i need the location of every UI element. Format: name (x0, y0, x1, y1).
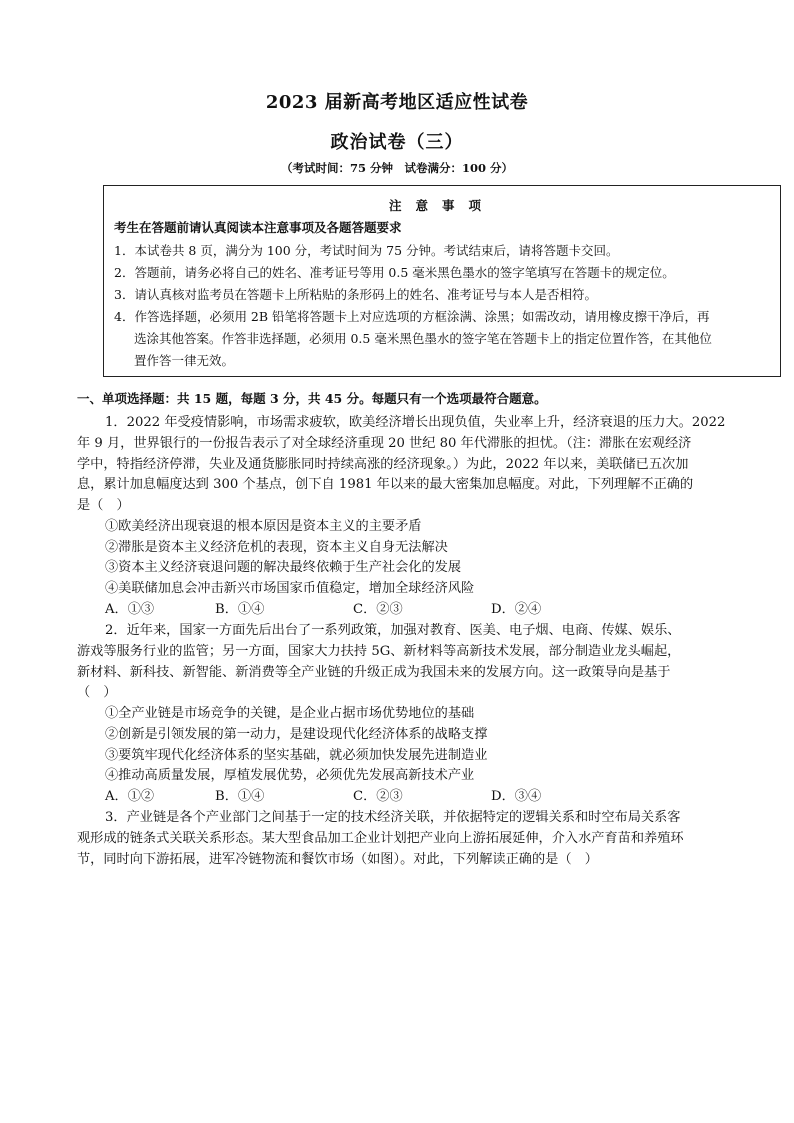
notice-lead: 考生在答题前请认真阅读本注意事项及各题答题要求 (114, 220, 402, 235)
question-1-choice-d[interactable]: D．②④ (491, 602, 542, 617)
question-2-choice-d[interactable]: D．③④ (491, 789, 542, 804)
question-2-text: （ ） (77, 685, 117, 700)
question-1-text: 是（ ） (77, 498, 130, 513)
question-3-text: 观形成的链条式关联关系形态。某大型食品加工企业计划把产业向上游拓展延伸，介入水产育苗和养殖环 (77, 831, 684, 846)
question-1-option: ①欧美经济出现衰退的根本原因是资本主义的主要矛盾 (105, 519, 422, 534)
question-1-choice-a[interactable]: A．①③ (105, 602, 155, 617)
question-1-option: ③资本主义经济衰退问题的解决最终依赖于生产社会化的发展 (105, 560, 462, 575)
notice-line: 3．请认真核对监考员在答题卡上所粘贴的条形码上的姓名、准考证号与本人是否相符。 (114, 287, 597, 302)
notice-line: 1．本试卷共 8 页，满分为 100 分，考试时间为 75 分钟。考试结束后，请将答题卡交回。 (114, 243, 619, 258)
question-2-choice-a[interactable]: A．①② (105, 789, 155, 804)
question-3-text: 3．产业链是各个产业部门之间基于一定的技术经济关联，并依据特定的逻辑关系和时空布局关系客 (105, 810, 681, 825)
question-2-text: 游戏等服务行业的监管；另一方面，国家大力扶持 5G、新材料等高新技术发展，部分制造业龙头崛起， (77, 644, 681, 659)
question-2-option: ②创新是引领发展的第一动力，是建设现代化经济体系的战略支撑 (105, 727, 488, 742)
exam-info: （考试时间：75 分钟 试卷满分：100 分） (280, 161, 513, 175)
notice-line: 4．作答选择题，必须用 2B 铅笔将答题卡上对应选项的方框涂满、涂黑；如需改动，请用橡皮擦干净后，再 (114, 309, 710, 324)
question-2-option: ③要筑牢现代化经济体系的坚实基础，就必须加快发展先进制造业 (105, 748, 488, 763)
question-1-choice-c[interactable]: C．②③ (353, 602, 403, 617)
question-2-option: ①全产业链是市场竞争的关键，是企业占据市场优势地位的基础 (105, 706, 475, 721)
notice-title: 注意事项 (388, 198, 495, 213)
question-3-text: 节，同时向下游拓展，进军冷链物流和餐饮市场（如图）。对此，下列解读正确的是（ ） (77, 852, 598, 867)
paper-subtitle: 政治试卷（三） (330, 132, 464, 153)
question-1-option: ④美联储加息会冲击新兴市场国家币值稳定，增加全球经济风险 (105, 581, 475, 596)
question-2-text: 新材料、新科技、新智能、新消费等全产业链的升级正成为我国未来的发展方向。这一政策导向是基于 (77, 665, 671, 680)
question-1-choice-b[interactable]: B．①④ (215, 602, 265, 617)
notice-line: 置作答一律无效。 (134, 353, 235, 368)
notice-line: 2．答题前，请务必将自己的姓名、准考证号等用 0.5 毫米黑色墨水的签字笔填写在答题卡的规定位。 (114, 265, 675, 280)
question-2-choice-c[interactable]: C．②③ (353, 789, 403, 804)
question-1-option: ②滞胀是资本主义经济危机的表现，资本主义自身无法解决 (105, 540, 448, 555)
section-heading: 一、单项选择题：共 15 题，每题 3 分，共 45 分。每题只有一个选项最符合题意。 (77, 391, 547, 406)
notice-box (103, 185, 781, 377)
notice-line: 选涂其他答案。作答非选择题，必须用 0.5 毫米黑色墨水的签字笔在答题卡上的指定位置作答，在其他位 (134, 331, 712, 346)
question-2-option: ④推动高质量发展，厚植发展优势，必须优先发展高新技术产业 (105, 768, 475, 783)
question-1-text: 1．2022 年受疫情影响，市场需求疲软，欧美经济增长出现负值，失业率上升，经济衰退的压力大。2022 (105, 415, 726, 430)
question-1-text: 年 9 月，世界银行的一份报告表示了对全球经济重现 20 世纪 80 年代滞胀的担忧。（注：滞胀在宏观经济 (77, 436, 692, 451)
question-2-choice-b[interactable]: B．①④ (215, 789, 265, 804)
question-2-text: 2．近年来，国家一方面先后出台了一系列政策，加强对教育、医美、电子烟、电商、传媒、娱乐、 (105, 623, 681, 638)
exam-title: 2023 届新高考地区适应性试卷 (265, 92, 529, 113)
question-1-text: 学中，特指经济停滞，失业及通货膨胀同时持续高涨的经济现象。）为此，2022 年以来，美联储已五次加 (77, 457, 689, 472)
question-1-text: 息，累计加息幅度达到 300 个基点，创下自 1981 年以来的最大密集加息幅度。对此，下列理解不正确的 (77, 477, 694, 492)
